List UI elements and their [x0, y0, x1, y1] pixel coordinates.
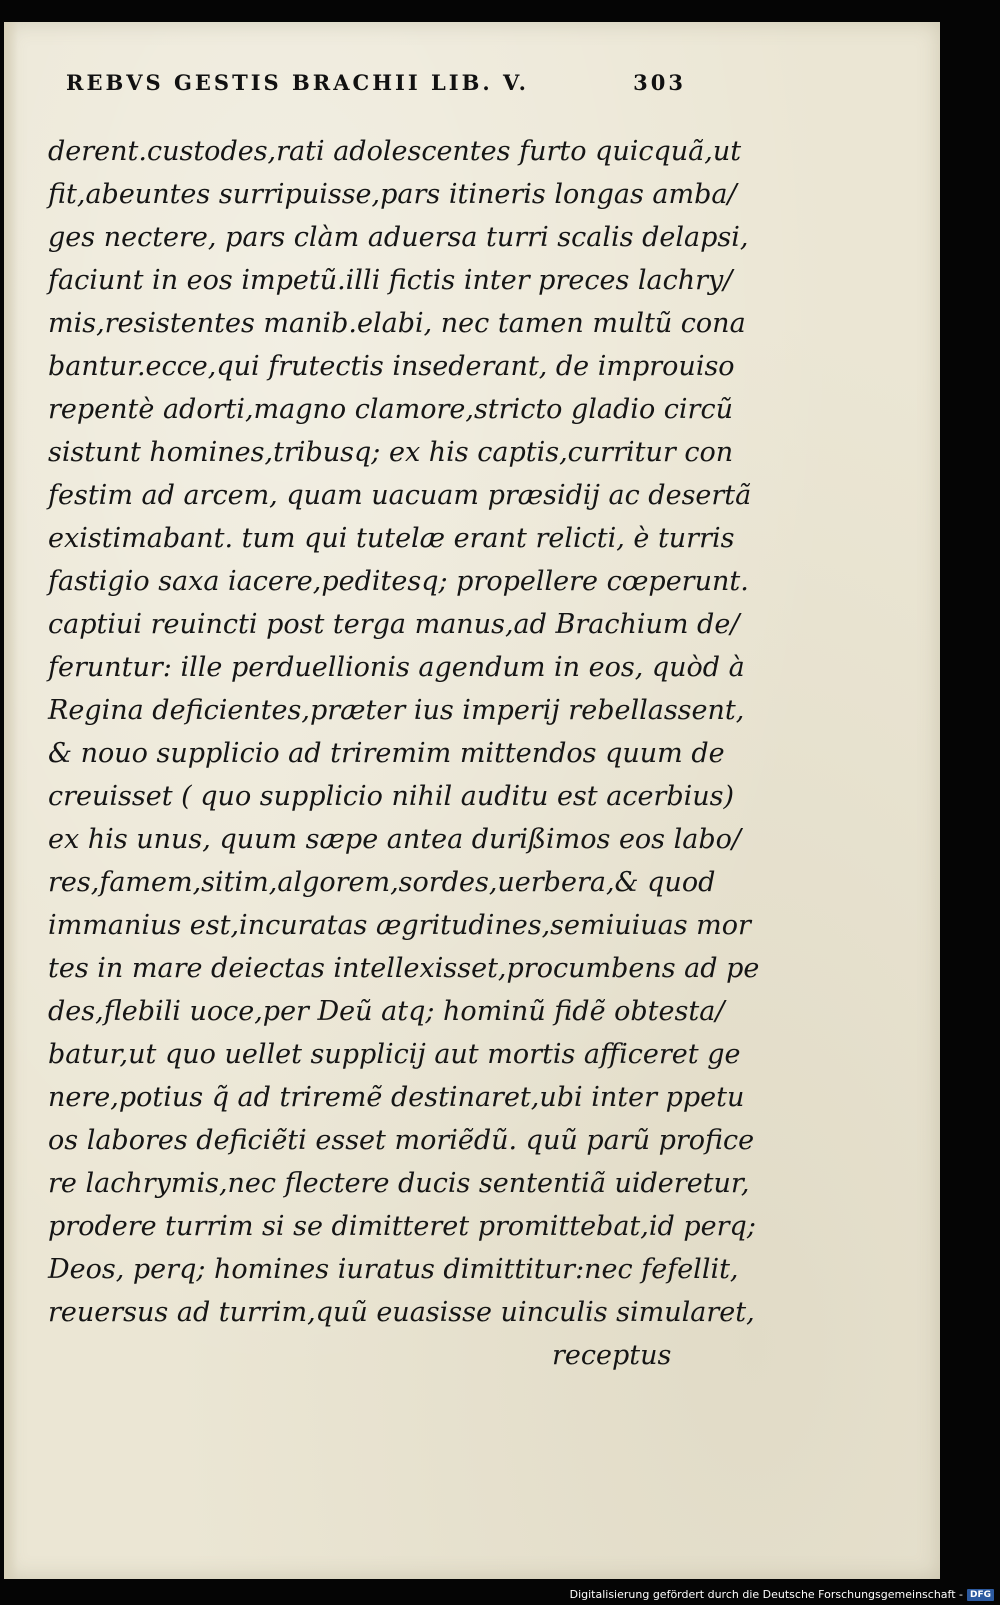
page-number: 303: [633, 70, 686, 95]
text-line: & nouo supplicio ad triremim mittendos quum de: [48, 738, 725, 769]
text-line: Regina deficientes,præter ius imperij rebellassent,: [48, 695, 745, 726]
text-line: captiui reuincti post terga manus,ad Brachium de/: [48, 609, 740, 640]
text-line: prodere turrim si se dimitteret promittebat,id perq;: [48, 1211, 756, 1242]
text-line: ex his unus, quum sæpe antea durißimos eos labo/: [48, 824, 741, 855]
text-line: fastigio saxa iacere,peditesq; propellere cœperunt.: [48, 566, 749, 597]
text-line: existimabant. tum qui tutelæ erant relicti, è turris: [48, 523, 735, 554]
text-line: creuisset ( quo supplicio nihil auditu est acerbius): [48, 781, 735, 812]
text-line: sistunt homines,tribusq; ex his captis,curritur con: [48, 437, 734, 468]
text-line: tes in mare deiectas intellexisset,procumbens ad pe: [48, 953, 760, 984]
credit-text: Digitalisierung gefördert durch die Deutsche Forschungsgemeinschaft -: [569, 1588, 963, 1601]
catchword: receptus: [552, 1340, 672, 1371]
text-line: repentè adorti,magno clamore,stricto gladio circũ: [48, 394, 733, 425]
text-block: [48, 130, 760, 1334]
text-line: batur,ut quo uellet supplicij aut mortis afficeret ge: [48, 1039, 741, 1070]
text-line: derent.custodes,rati adolescentes furto quicquã,ut: [48, 136, 742, 167]
text-line: feruntur: ille perduellionis agendum in eos, quòd à: [48, 652, 745, 683]
page-gutter-shadow: [4, 22, 18, 1579]
text-line: fit,abeuntes surripuisse,pars itineris longas amba/: [48, 179, 737, 210]
text-line: bantur.ecce,qui frutectis insederant, de improuiso: [48, 351, 735, 382]
text-line: os labores deficiẽti esset moriẽdũ. quũ parũ profice: [48, 1125, 755, 1156]
text-line: ges nectere, pars clàm aduersa turri scalis delapsi,: [48, 222, 749, 253]
text-line: mis,resistentes manib.elabi, nec tamen multũ cona: [48, 308, 746, 339]
text-line: faciunt in eos impetũ.illi fictis inter preces lachry/: [48, 265, 733, 296]
text-line: des,flebili uoce,per Deũ atq; hominũ fidẽ obtesta/: [48, 996, 725, 1027]
book-page: [4, 22, 940, 1579]
text-line: Deos, perq; homines iuratus dimittitur:nec fefellit,: [48, 1254, 739, 1285]
text-line: re lachrymis,nec flectere ducis sententiã uideretur,: [48, 1168, 750, 1199]
text-line: reuersus ad turrim,quũ euasisse uinculis simularet,: [48, 1297, 755, 1328]
digitization-credit: [570, 1588, 994, 1601]
text-line: festim ad arcem, quam uacuam præsidij ac desertã: [48, 480, 752, 511]
dfg-logo: DFG: [967, 1589, 994, 1601]
running-title: REBVS GESTIS BRACHII LIB. V.: [66, 70, 529, 95]
running-header: [66, 70, 686, 95]
text-line: immanius est,incuratas ægritudines,semiuiuas mor: [48, 910, 751, 941]
text-line: nere,potius q̃ ad triremẽ destinaret,ubi inter ppetu: [48, 1082, 745, 1113]
text-line: res,famem,sitim,algorem,sordes,uerbera,& quod: [48, 867, 716, 898]
